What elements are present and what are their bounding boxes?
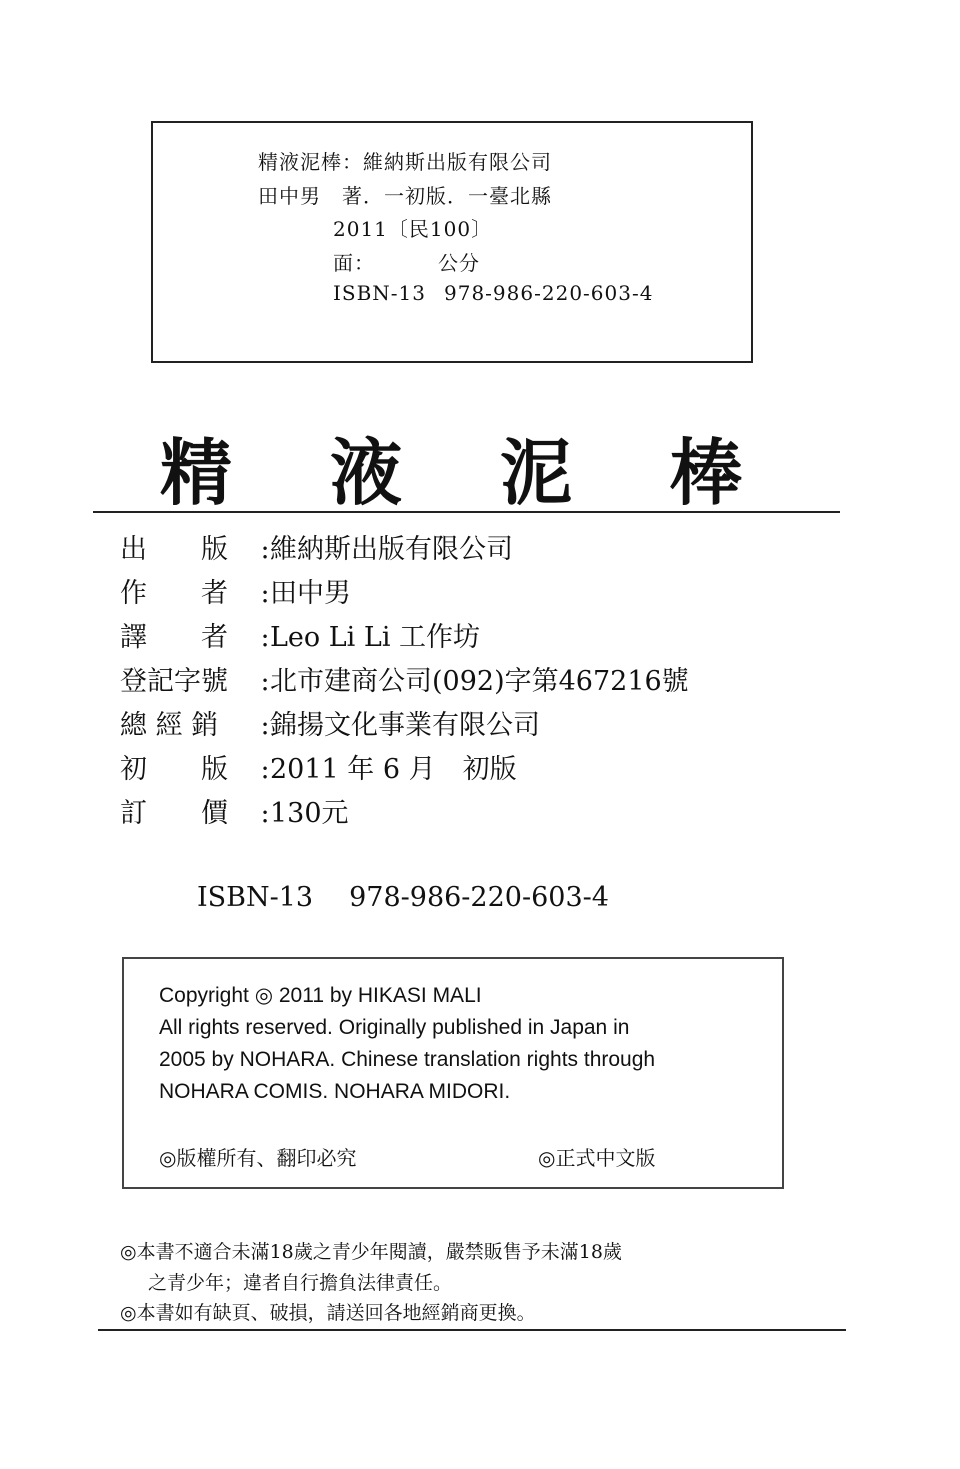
info-separator: :	[260, 666, 270, 697]
official-edition-note: ◎正式中文版	[538, 1146, 656, 1170]
info-value: 田中男	[270, 578, 351, 609]
isbn-value: 978-986-220-603-4	[349, 882, 609, 913]
info-separator: :	[260, 798, 270, 829]
info-value: 2011 年 6 月 初版	[270, 754, 517, 785]
info-label: 總 經 銷	[120, 710, 219, 741]
info-value: 130元	[270, 798, 349, 829]
cip-isbn-value: 978-986-220-603-4	[444, 281, 654, 305]
info-row-edition	[120, 752, 517, 788]
cip-line-size: 公分	[438, 251, 480, 275]
bottom-rule	[98, 1329, 846, 1331]
rights-reserved-note: ◎版權所有、翻印必究	[159, 1146, 357, 1170]
cip-line-pages: 面：	[333, 251, 375, 275]
info-label: 訂 價	[120, 798, 228, 829]
info-row-publisher	[120, 532, 513, 568]
info-row-author	[120, 576, 351, 612]
cip-line-publisher: 精液泥棒：維納斯出版有限公司	[258, 150, 552, 174]
info-value: 維納斯出版有限公司	[270, 534, 513, 565]
info-value: Leo Li Li 工作坊	[270, 622, 481, 653]
info-separator: :	[260, 578, 270, 609]
notice-age-restriction: ◎本書不適合未滿18歲之青少年閱讀，嚴禁販售予未滿18歲	[120, 1241, 622, 1263]
isbn-label: ISBN-13	[197, 882, 314, 913]
info-row-price	[120, 796, 349, 832]
cip-line-author: 田中男 著．一初版．一臺北縣	[258, 184, 552, 208]
info-label: 作 者	[120, 578, 228, 609]
info-label: 出 版	[120, 534, 228, 565]
copyright-line: All rights reserved. Originally published in Japan in	[159, 1016, 630, 1039]
book-title: 精液泥棒	[160, 430, 841, 515]
copyright-line: Copyright ◎ 2011 by HIKASI MALI	[159, 984, 482, 1007]
cip-isbn-label: ISBN-13	[333, 281, 427, 305]
info-label: 譯 者	[120, 622, 228, 653]
info-row-translator	[120, 620, 480, 656]
info-value: 北市建商公司(092)字第467216號	[270, 666, 689, 697]
info-separator: :	[260, 754, 270, 785]
info-row-distributor	[120, 708, 540, 744]
info-separator: :	[260, 710, 270, 741]
info-row-registration	[120, 664, 689, 700]
copyright-text	[159, 980, 759, 1108]
info-label: 初 版	[120, 754, 228, 785]
notice-replacement: ◎本書如有缺頁、破損，請送回各地經銷商更換。	[120, 1302, 536, 1324]
copyright-line: NOHARA COMIS. NOHARA MIDORI.	[159, 1080, 511, 1103]
title-rule	[93, 511, 840, 513]
info-separator: :	[260, 534, 270, 565]
info-label: 登記字號	[120, 666, 228, 697]
copyright-line: 2005 by NOHARA. Chinese translation rights through	[159, 1048, 656, 1071]
isbn	[197, 882, 645, 913]
info-separator: :	[260, 622, 270, 653]
info-value: 錦揚文化事業有限公司	[270, 710, 540, 741]
cip-line-year: 2011〔民100〕	[333, 217, 493, 241]
notice-legal: 之青少年；違者自行擔負法律責任。	[148, 1272, 453, 1294]
